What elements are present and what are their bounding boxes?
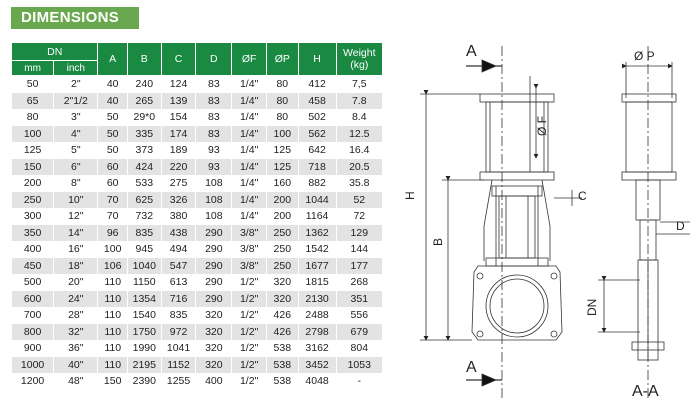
- table-cell: 177: [336, 258, 382, 275]
- table-cell: 80: [267, 93, 299, 110]
- table-cell: 110: [98, 357, 128, 374]
- table-cell: 400: [12, 241, 54, 258]
- table-cell: 29*0: [127, 109, 161, 126]
- table-cell: 335: [127, 126, 161, 143]
- table-cell: 48": [54, 373, 98, 390]
- table-cell: 882: [298, 175, 336, 192]
- table-cell: 1041: [161, 340, 196, 357]
- table-cell: 125: [267, 142, 299, 159]
- table-cell: 100: [267, 126, 299, 143]
- table-cell: 1/4": [232, 126, 267, 143]
- table-cell: 625: [127, 192, 161, 209]
- table-cell: 200: [267, 192, 299, 209]
- table-cell: 556: [336, 307, 382, 324]
- table-cell: 900: [12, 340, 54, 357]
- table-cell: 189: [161, 142, 196, 159]
- table-cell: 1/4": [232, 142, 267, 159]
- valve-body: [472, 266, 562, 340]
- table-cell: 3/8": [232, 241, 267, 258]
- table-cell: -: [336, 373, 382, 390]
- table-cell: 8.4: [336, 109, 382, 126]
- table-cell: 972: [161, 324, 196, 341]
- col-header-c: C: [161, 43, 196, 76]
- table-cell: 83: [196, 93, 232, 110]
- table-cell: 2195: [127, 357, 161, 374]
- table-row: [12, 340, 383, 357]
- table-cell: 373: [127, 142, 161, 159]
- table-cell: 108: [196, 208, 232, 225]
- table-cell: 2": [54, 76, 98, 93]
- table-cell: 326: [161, 192, 196, 209]
- table-cell: 1/2": [232, 340, 267, 357]
- table-cell: 1152: [161, 357, 196, 374]
- table-row: [12, 192, 383, 209]
- table-cell: 320: [267, 274, 299, 291]
- table-row: [12, 258, 383, 275]
- section-label-top: A: [466, 43, 477, 60]
- table-cell: 1040: [127, 258, 161, 275]
- table-cell: 125: [267, 159, 299, 176]
- table-cell: 438: [161, 225, 196, 242]
- section-arrow-top-head: [482, 60, 496, 72]
- table-row: [12, 93, 383, 110]
- table-cell: 1362: [298, 225, 336, 242]
- table-cell: 40": [54, 357, 98, 374]
- table-cell: 3/8": [232, 258, 267, 275]
- table-cell: 290: [196, 274, 232, 291]
- dim-label-p: Ø P: [634, 49, 655, 63]
- table-cell: 1/4": [232, 175, 267, 192]
- table-row: [12, 109, 383, 126]
- table-cell: 1/4": [232, 192, 267, 209]
- table-cell: 716: [161, 291, 196, 308]
- table-cell: 290: [196, 225, 232, 242]
- table-cell: 320: [196, 307, 232, 324]
- table-cell: 1540: [127, 307, 161, 324]
- actuator-top-cap: [480, 94, 554, 102]
- table-cell: 1000: [12, 357, 54, 374]
- table-cell: 110: [98, 274, 128, 291]
- table-cell: 1/4": [232, 208, 267, 225]
- table-cell: 320: [196, 357, 232, 374]
- table-cell: 800: [12, 324, 54, 341]
- table-body: [12, 76, 383, 390]
- table-cell: 50: [98, 142, 128, 159]
- table-row: [12, 307, 383, 324]
- dim-label-h: H: [403, 191, 417, 200]
- table-cell: 4": [54, 126, 98, 143]
- col-header-d: D: [196, 43, 232, 76]
- table-cell: 160: [267, 175, 299, 192]
- table-cell: 1/2": [232, 324, 267, 341]
- table-cell: 3/8": [232, 225, 267, 242]
- table-cell: 50: [98, 126, 128, 143]
- valve-technical-drawing: [396, 36, 690, 404]
- table-cell: 1/4": [232, 159, 267, 176]
- table-cell: 12": [54, 208, 98, 225]
- table-cell: 7,5: [336, 76, 382, 93]
- table-cell: 538: [267, 357, 299, 374]
- table-cell: 3": [54, 109, 98, 126]
- table-cell: 547: [161, 258, 196, 275]
- table-row: [12, 274, 383, 291]
- table-cell: 110: [98, 324, 128, 341]
- table-cell: 350: [12, 225, 54, 242]
- table-cell: 1815: [298, 274, 336, 291]
- table-cell: 351: [336, 291, 382, 308]
- table-cell: 250: [267, 225, 299, 242]
- table-cell: 290: [196, 258, 232, 275]
- col-header-h: H: [298, 43, 336, 76]
- table-row: [12, 76, 383, 93]
- table-cell: 60: [98, 159, 128, 176]
- table-cell: 426: [267, 307, 299, 324]
- table-cell: 20.5: [336, 159, 382, 176]
- weight-header-line1: Weight: [343, 47, 376, 59]
- table-row: [12, 208, 383, 225]
- table-cell: 200: [267, 208, 299, 225]
- table-cell: 1150: [127, 274, 161, 291]
- table-cell: 613: [161, 274, 196, 291]
- table-cell: 300: [12, 208, 54, 225]
- table-cell: 80: [267, 76, 299, 93]
- table-cell: 106: [98, 258, 128, 275]
- table-cell: 1/2": [232, 274, 267, 291]
- section-view-label: A-A: [632, 383, 659, 400]
- table-cell: 265: [127, 93, 161, 110]
- table-cell: 200: [12, 175, 54, 192]
- table-cell: 3452: [298, 357, 336, 374]
- table-cell: 50: [98, 109, 128, 126]
- table-cell: 732: [127, 208, 161, 225]
- table-cell: 1/2": [232, 291, 267, 308]
- col-header-weight: [336, 43, 382, 76]
- table-cell: 562: [298, 126, 336, 143]
- table-row: [12, 225, 383, 242]
- table-cell: 108: [196, 175, 232, 192]
- table-cell: 100: [98, 241, 128, 258]
- table-cell: 494: [161, 241, 196, 258]
- table-cell: 96: [98, 225, 128, 242]
- table-cell: 718: [298, 159, 336, 176]
- table-cell: 1255: [161, 373, 196, 390]
- col-header-b: B: [127, 43, 161, 76]
- table-cell: 83: [196, 109, 232, 126]
- table-cell: 100: [12, 126, 54, 143]
- table-row: [12, 373, 383, 390]
- section-arrow-bottom-head: [482, 374, 496, 386]
- dim-label-c: C: [578, 189, 587, 203]
- table-cell: 538: [267, 340, 299, 357]
- table-cell: 1677: [298, 258, 336, 275]
- dn-header: DN: [12, 43, 98, 61]
- table-cell: 290: [196, 241, 232, 258]
- table-cell: 83: [196, 76, 232, 93]
- table-cell: 12.5: [336, 126, 382, 143]
- table-cell: 10": [54, 192, 98, 209]
- table-cell: 80: [12, 109, 54, 126]
- table-cell: 20": [54, 274, 98, 291]
- table-cell: 7.8: [336, 93, 382, 110]
- table-cell: 804: [336, 340, 382, 357]
- table-cell: 320: [196, 324, 232, 341]
- col-header-a: A: [98, 43, 128, 76]
- table-cell: 275: [161, 175, 196, 192]
- table-cell: 1/2": [232, 373, 267, 390]
- table-cell: 3162: [298, 340, 336, 357]
- section-title: DIMENSIONS: [11, 7, 139, 29]
- table-cell: 125: [12, 142, 54, 159]
- table-cell: 380: [161, 208, 196, 225]
- side-actuator: [626, 102, 672, 172]
- table-cell: 1990: [127, 340, 161, 357]
- table-cell: 40: [98, 93, 128, 110]
- table-cell: 150: [12, 159, 54, 176]
- table-cell: 250: [267, 258, 299, 275]
- table-cell: 1/4": [232, 76, 267, 93]
- table-cell: 268: [336, 274, 382, 291]
- table-cell: 108: [196, 192, 232, 209]
- dim-label-b: B: [431, 237, 445, 246]
- table-cell: 36": [54, 340, 98, 357]
- table-cell: 60: [98, 175, 128, 192]
- table-cell: 250: [12, 192, 54, 209]
- table-cell: 1/2": [232, 307, 267, 324]
- col-header-f: ØF: [232, 43, 267, 76]
- table-cell: 110: [98, 307, 128, 324]
- table-cell: 144: [336, 241, 382, 258]
- table-cell: 450: [12, 258, 54, 275]
- table-header-row: [12, 43, 383, 61]
- table-cell: 65: [12, 93, 54, 110]
- table-cell: 16": [54, 241, 98, 258]
- table-row: [12, 324, 383, 341]
- table-cell: 80: [267, 109, 299, 126]
- weight-header-line2: (kg): [350, 59, 369, 71]
- table-cell: 93: [196, 159, 232, 176]
- table-cell: 1/4": [232, 109, 267, 126]
- table-cell: 93: [196, 142, 232, 159]
- table-cell: 533: [127, 175, 161, 192]
- table-cell: 1044: [298, 192, 336, 209]
- actuator-cylinder: [486, 102, 548, 172]
- dim-label-f: Ø F: [535, 116, 549, 136]
- table-cell: 426: [267, 324, 299, 341]
- dimensions-table: [11, 42, 383, 390]
- table-cell: 124: [161, 76, 196, 93]
- table-cell: 458: [298, 93, 336, 110]
- actuator-bottom-cap: [480, 172, 554, 180]
- table-cell: 2488: [298, 307, 336, 324]
- table-cell: 1164: [298, 208, 336, 225]
- table-row: [12, 241, 383, 258]
- table-cell: 50: [12, 76, 54, 93]
- table-cell: 835: [127, 225, 161, 242]
- table-cell: 2"1/2: [54, 93, 98, 110]
- dim-label-d: D: [676, 219, 685, 233]
- table-cell: 412: [298, 76, 336, 93]
- table-cell: 110: [98, 340, 128, 357]
- table-cell: 35.8: [336, 175, 382, 192]
- section-label-bottom: A: [466, 359, 477, 376]
- table-cell: 679: [336, 324, 382, 341]
- table-row: [12, 291, 383, 308]
- table-cell: 320: [267, 291, 299, 308]
- table-cell: 150: [98, 373, 128, 390]
- table-cell: 16.4: [336, 142, 382, 159]
- table-cell: 600: [12, 291, 54, 308]
- table-cell: 40: [98, 76, 128, 93]
- table-cell: 1/2": [232, 357, 267, 374]
- table-cell: 400: [196, 373, 232, 390]
- table-cell: 240: [127, 76, 161, 93]
- table-row: [12, 126, 383, 143]
- table-cell: 28": [54, 307, 98, 324]
- valve-bore: [490, 279, 544, 333]
- table-cell: 2798: [298, 324, 336, 341]
- table-cell: 174: [161, 126, 196, 143]
- table-cell: 1/4": [232, 93, 267, 110]
- table-cell: 110: [98, 291, 128, 308]
- table-cell: 1053: [336, 357, 382, 374]
- table-row: [12, 357, 383, 374]
- table-cell: 642: [298, 142, 336, 159]
- table-cell: 700: [12, 307, 54, 324]
- table-cell: 24": [54, 291, 98, 308]
- sub-header-mm: mm: [12, 61, 54, 76]
- table-cell: 72: [336, 208, 382, 225]
- table-cell: 1354: [127, 291, 161, 308]
- table-cell: 220: [161, 159, 196, 176]
- table-cell: 945: [127, 241, 161, 258]
- table-row: [12, 175, 383, 192]
- table-cell: 2390: [127, 373, 161, 390]
- table-cell: 139: [161, 93, 196, 110]
- table-cell: 83: [196, 126, 232, 143]
- table-cell: 52: [336, 192, 382, 209]
- table-cell: 250: [267, 241, 299, 258]
- table-cell: 502: [298, 109, 336, 126]
- col-header-p: ØP: [267, 43, 299, 76]
- table-cell: 320: [196, 340, 232, 357]
- table-cell: 4048: [298, 373, 336, 390]
- dim-label-dn: DN: [585, 298, 599, 316]
- table-cell: 1200: [12, 373, 54, 390]
- table-cell: 14": [54, 225, 98, 242]
- table-cell: 32": [54, 324, 98, 341]
- table-cell: 70: [98, 208, 128, 225]
- table-cell: 129: [336, 225, 382, 242]
- table-cell: 835: [161, 307, 196, 324]
- table-cell: 538: [267, 373, 299, 390]
- table-row: [12, 159, 383, 176]
- table-cell: 290: [196, 291, 232, 308]
- table-cell: 1750: [127, 324, 161, 341]
- table-cell: 70: [98, 192, 128, 209]
- table-row: [12, 142, 383, 159]
- table-cell: 2130: [298, 291, 336, 308]
- table-cell: 8": [54, 175, 98, 192]
- table-cell: 5": [54, 142, 98, 159]
- table-cell: 154: [161, 109, 196, 126]
- table-cell: 18": [54, 258, 98, 275]
- sub-header-inch: inch: [54, 61, 98, 76]
- table-cell: 1542: [298, 241, 336, 258]
- table-cell: 500: [12, 274, 54, 291]
- table-cell: 6": [54, 159, 98, 176]
- table-cell: 424: [127, 159, 161, 176]
